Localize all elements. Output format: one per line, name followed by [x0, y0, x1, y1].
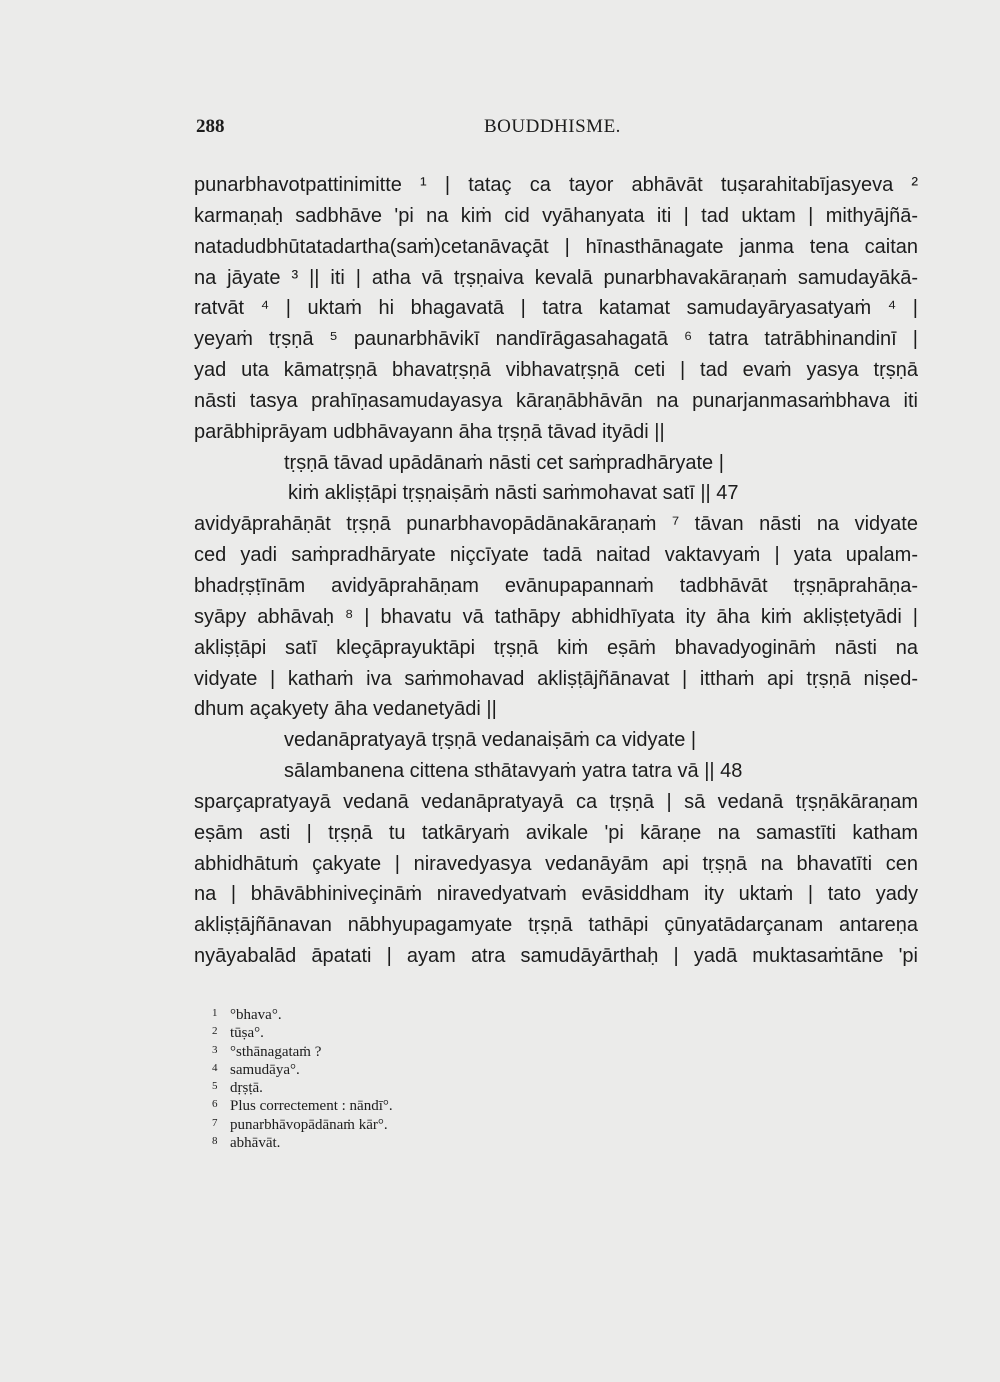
text-line: dhum açakyety āha vedanetyādi ||: [194, 698, 497, 721]
verse-line: tṛṣṇā tāvad upādānaṁ nāsti cet saṁpradhāryate |: [284, 451, 724, 474]
footnote: 8 abhāvāt.: [212, 1135, 281, 1152]
verse-line: kiṁ akliṣṭāpi tṛṣṇaiṣāṁ nāsti saṁmohavat satī || 47: [288, 482, 739, 505]
text-line: punarbhavotpattinimitte ¹ | tataç ca tayor abhāvāt tuṣarahitabījasyeva ²: [194, 174, 918, 196]
text-line: yad uta kāmatṛṣṇā bhavatṛṣṇā vibhavatṛṣṇā ceti | tad evaṁ yasya tṛṣṇā: [194, 359, 918, 382]
text-line: vidyate | kathaṁ iva saṁmohavad akliṣṭājñānavat | itthaṁ api tṛṣṇā niṣed-: [194, 667, 918, 690]
text-line: na jāyate ³ || iti | atha vā tṛṣṇaiva kevalā punarbhavakāraṇaṁ samudayākā-: [194, 266, 918, 289]
main-text: [194, 170, 918, 972]
page-number: 288: [196, 116, 225, 137]
verse-line: vedanāpratyayā tṛṣṇā vedanaiṣāṁ ca vidyate |: [284, 729, 697, 752]
text-line: parābhiprāyam udbhāvayann āha tṛṣṇā tāvad ityādi ||: [194, 420, 665, 443]
footnote: 1 °bhava°.: [212, 1007, 282, 1023]
text-line: bhadṛṣṭīnām avidyāprahāṇam evānupapannaṁ tadbhāvāt tṛṣṇāprahāṇa-: [194, 574, 918, 597]
text-line: ratvāt ⁴ | uktaṁ hi bhagavatā | tatra katamat samudayāryasatyaṁ ⁴ |: [194, 297, 918, 320]
footnote: 5 dṛṣṭā.: [212, 1080, 263, 1097]
text-line: akliṣṭāpi satī kleçāprayuktāpi tṛṣṇā kiṁ eṣāṁ bhavadyogināṁ nāsti na: [194, 636, 918, 659]
text-line: karmaṇaḥ sadbhāve 'pi na kiṁ cid vyāhanyata iti | tad uktam | mithyājñā-: [194, 204, 918, 227]
text-line: yeyaṁ tṛṣṇā ⁵ paunarbhāvikī nandīrāgasahagatā ⁶ tatra tatrābhinandinī |: [194, 328, 918, 351]
page-header: [196, 116, 918, 146]
text-line: akliṣṭājñānavan nābhyupagamyate tṛṣṇā tathāpi çūnyatādarçanam antareṇa: [194, 914, 918, 937]
text-line: nyāyabalād āpatati | ayam atra samudāyārthaḥ | yadā muktasaṁtāne 'pi: [194, 945, 918, 968]
footnote: 4 samudāya°.: [212, 1061, 300, 1078]
text-line: abhidhātuṁ çakyate | niravedyasya vedanāyām api tṛṣṇā na bhavatīti cen: [194, 852, 918, 875]
text-line: natadudbhūtatadartha(saṁ)cetanāvaçāt | hīnasthānagate janma tena caitan: [194, 235, 918, 258]
running-title: BOUDDHISME.: [484, 116, 621, 137]
footnotes: [212, 1004, 612, 1150]
text-line: eṣām asti | tṛṣṇā tu tatkāryaṁ avikale 'pi kāraṇe na samastīti katham: [194, 821, 918, 844]
text-line: syāpy abhāvaḥ ⁸ | bhavatu vā tathāpy abhidhīyata ity āha kiṁ akliṣṭetyādi |: [194, 605, 918, 628]
text-line: sparçapratyayā vedanā vedanāpratyayā ca tṛṣṇā | sā vedanā tṛṣṇākāraṇam: [194, 790, 918, 813]
verse-line: sālambanena cittena sthātavyaṁ yatra tatra vā || 48: [284, 760, 743, 783]
text-line: na | bhāvābhiniveçināṁ niravedyatvaṁ evāsiddham ity uktaṁ | tato yady: [194, 883, 918, 906]
text-line: ced yadi saṁpradhāryate niçcīyate tadā naitad vaktavyaṁ | yata upalam-: [194, 544, 918, 567]
text-line: avidyāprahāṇāt tṛṣṇā punarbhavopādānakāraṇaṁ ⁷ tāvan nāsti na vidyate: [194, 513, 918, 536]
footnote: 7 punarbhāvopādānaṁ kār°.: [212, 1116, 388, 1133]
footnote: 3 °sthānagataṁ ?: [212, 1043, 322, 1060]
footnote: 2 tūṣa°.: [212, 1025, 264, 1042]
footnote: 6 Plus correctement : nāndī°.: [212, 1098, 393, 1115]
text-line: nāsti tasya prahīṇasamudayasya kāraṇābhāvān na punarjanmasaṁbhava iti: [194, 389, 918, 412]
